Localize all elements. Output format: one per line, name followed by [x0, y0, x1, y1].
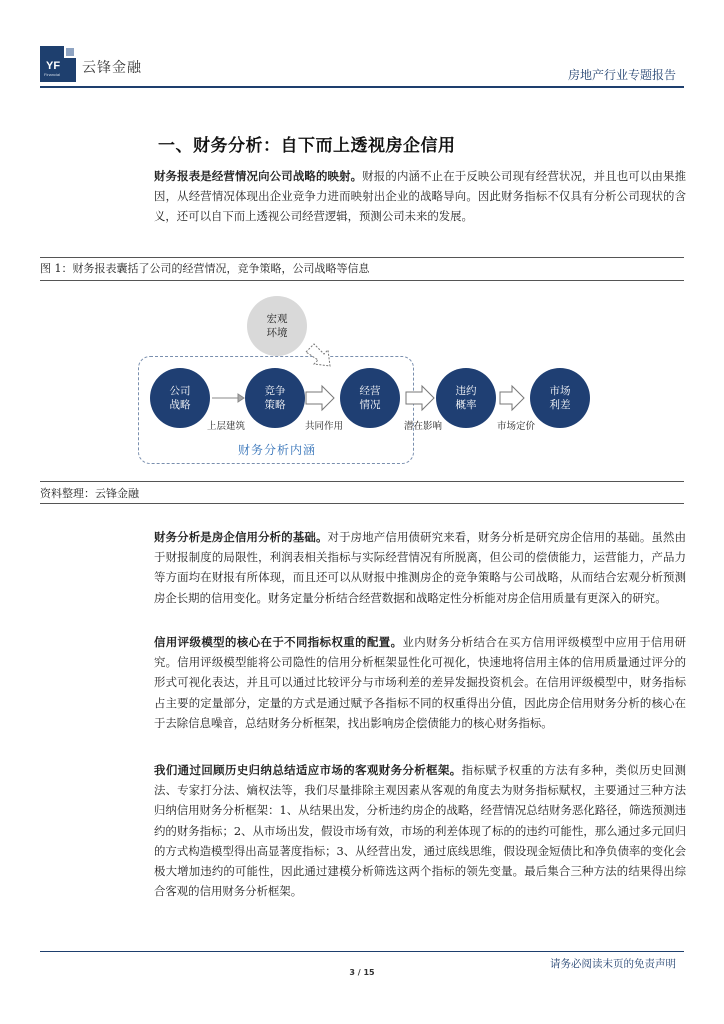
- node-default-line1: 违约: [455, 385, 477, 397]
- paragraph-2-lead: 财务分析是房企信用分析的基础。: [154, 530, 328, 544]
- node-competition-line2: 策略: [264, 399, 286, 411]
- node-default-line2: 概率: [455, 399, 477, 411]
- logo-subtext: Financial: [44, 72, 61, 77]
- figure-source-rule: [40, 503, 684, 504]
- figure-source: 资料整理：云锋金融: [40, 487, 139, 500]
- node-strategy-line2: 战略: [169, 399, 191, 411]
- figure-caption: 图 1：财务报表囊括了公司的经营情况，竞争策略，公司战略等信息: [40, 262, 370, 275]
- node-operation-line1: 经营: [359, 385, 381, 397]
- node-market-spread: [530, 368, 590, 428]
- paragraph-4: [154, 760, 686, 901]
- node-operation-line2: 情况: [359, 399, 381, 411]
- arrow-competition-operation: [306, 386, 334, 410]
- report-type: 房地产行业专题报告: [567, 68, 676, 82]
- financial-analysis-scope-label: 财务分析内涵: [238, 443, 317, 457]
- node-company-strategy: [150, 368, 210, 428]
- node-competition-strategy: [245, 368, 305, 428]
- paragraph-4-body: 指标赋予权重的方法有多种，类似历史回测法、专家打分法、熵权法等，我们尽量排除主观因素从客观的角度去为财务指标赋权，主要通过三种方法归纳信用财务分析框架：1、从结果出发，分析违约房企的战略，经营情况总结财务恶化路径，筛选预测违约的财务指标；2、从市场出发，假设市场有效，市场的利差体现了标的的违约可能性，那么通过多元回归的方式构造模型得出高显著度指标；3、从经营出发，通过底线思维，假设现金短债比和净负债率的变化会极大增加违约的可能性，因此通过建模分析筛选这两个指标的领先变量。最后集合三种方法的结果得出综合客观的信用财务分析框架。: [154, 763, 686, 899]
- node-macro-line2: 环境: [266, 327, 288, 339]
- paragraph-3-lead: 信用评级模型的核心在于不同指标权重的配置。: [154, 635, 403, 649]
- brand-name: 云锋金融: [82, 60, 142, 76]
- disclaimer-link[interactable]: 请务必阅读末页的免责声明: [550, 958, 676, 970]
- paragraph-2: [154, 527, 686, 608]
- edge-label-superstructure: 上层建筑: [207, 421, 246, 432]
- paragraph-1-lead: 财务报表是经营情况向公司战略的映射。: [154, 169, 363, 183]
- paragraph-2-body: 对于房地产信用债研究来看，财务分析是研究房企信用的基础。虽然由于财报制度的局限性，利润表相关指标与实际经营情况有所脱离，但公司的偿债能力，运营能力，产品力等方面均在财报有所体现，而且还可以从财报中推测房企的竞争策略与公司战略，从而结合宏观分析预测房企长期的信用变化。财务定量分析结合经营数据和战略定性分析能对房企信用质量有更深入的研究。: [154, 530, 686, 605]
- arrow-default-spread: [500, 386, 524, 410]
- edge-label-market-pricing: 市场定价: [497, 421, 536, 432]
- node-strategy-line1: 公司: [169, 385, 191, 397]
- node-spread-line2: 利差: [549, 399, 571, 411]
- logo-mark: YF: [46, 60, 61, 72]
- node-spread-line1: 市场: [549, 385, 571, 397]
- paragraph-3: [154, 632, 686, 733]
- arrow-macro-operation: [306, 344, 330, 366]
- node-macro-environment: [247, 296, 307, 356]
- edge-label-potential-impact: 潜在影响: [404, 421, 443, 432]
- figure-bottom-rule: [40, 481, 684, 482]
- paragraph-3-body: 业内财务分析结合在买方信用评级模型中应用于信用研究。信用评级模型能将公司隐性的信用分析框架显性化可视化，快速地将信用主体的信用质量通过评分的形式可视化表达，并且可以通过比较评分与市场利差的差异发掘投资机会。在信用评级模型中，财务指标占主要的定量部分，定量的方式是通过赋予各指标不同的权重得出分值，因此房企信用财务分析的核心在于去除信息噪音，总结财务分析框架，找出影响房企偿债能力的核心财务指标。: [154, 635, 686, 730]
- arrow-operation-default: [406, 386, 434, 410]
- node-default-probability: [436, 368, 496, 428]
- paragraph-1-body: 财报的内涵不止在于反映公司现有经营状况，并且也可以由果推因，从经营情况体现出企业竞争力进而映射出企业的战略导向。因此财务指标不仅具有分析公司现状的含义，还可以自下而上透视公司经营逻辑，预测公司未来的发展。: [154, 169, 686, 224]
- node-macro-line1: 宏观: [266, 313, 288, 325]
- section-title: 一、财务分析：自下而上透视房企信用: [158, 136, 456, 156]
- edge-label-joint-effect: 共同作用: [305, 421, 344, 432]
- footer-divider: [40, 951, 684, 952]
- paragraph-4-lead: 我们通过回顾历史归纳总结适应市场的客观财务分析框架。: [154, 763, 462, 777]
- node-competition-line1: 竞争: [264, 385, 286, 397]
- page-number: 3 / 15: [349, 968, 375, 977]
- node-operation-status: [340, 368, 400, 428]
